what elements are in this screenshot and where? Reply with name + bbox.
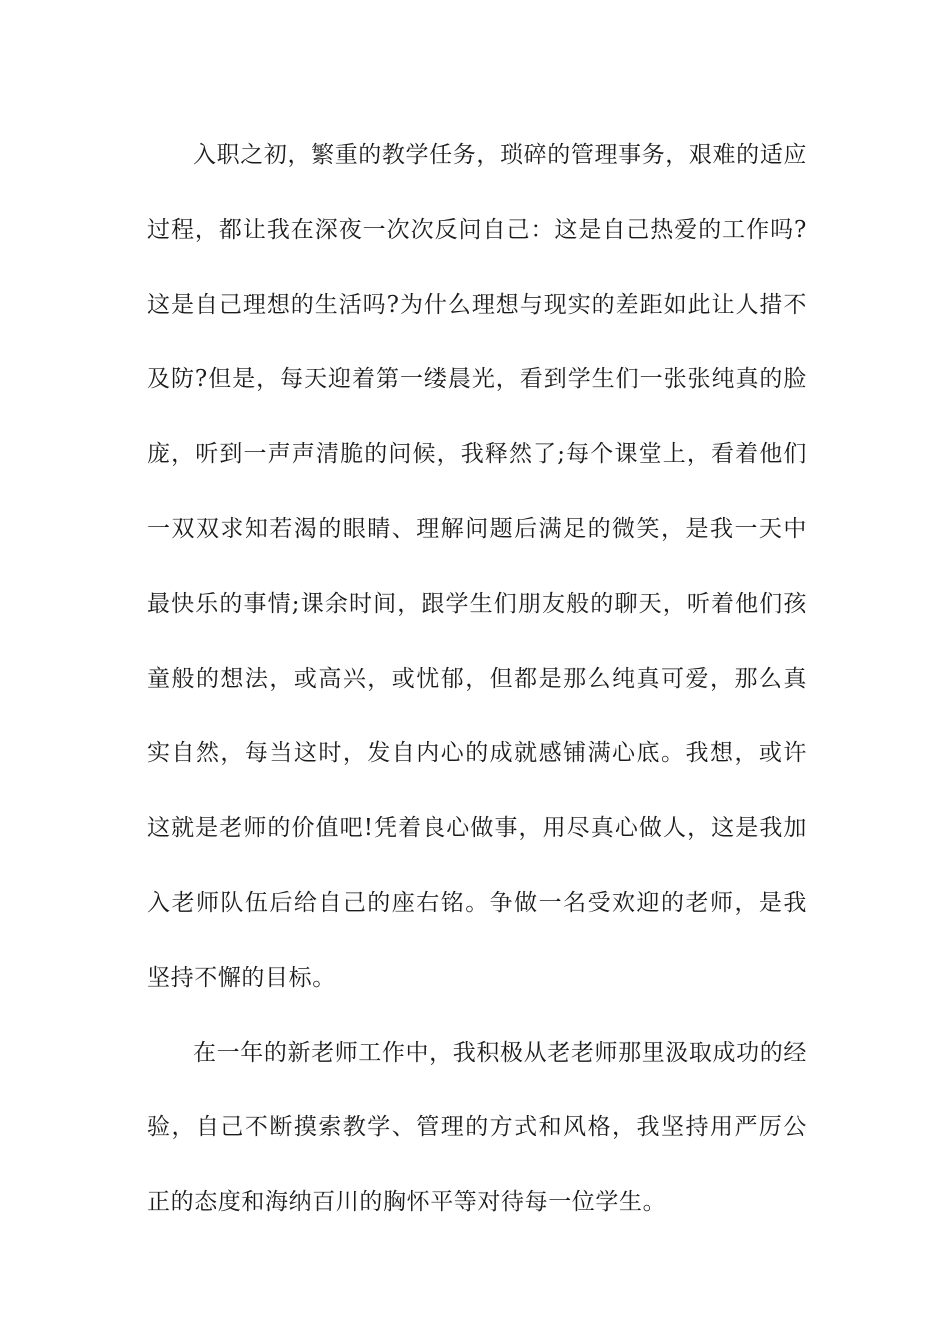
paragraph-1: 入职之初，繁重的教学任务，琐碎的管理事务，艰难的适应过程，都让我在深夜一次次反问自己：这是自己热爱的工作吗?这是自己理想的生活吗?为什么理想与现实的差距如此让人措不及防?但是，每天迎着第一缕晨光，看到学生们一张张纯真的脸庞，听到一声声清脆的问候，我释然了;每个课堂上，看着他们一双双求知若渴的眼睛、理解问题后满足的微笑，是我一天中最快乐的事情;课余时间，跟学生们朋友般的聊天，听着他们孩童般的想法，或高兴，或忧郁，但都是那么纯真可爱，那么真实自然，每当这时，发自内心的成就感铺满心底。我想，或许这就是老师的价值吧!凭着良心做事，用尽真心做人，这是我加入老师队伍后给自己的座右铭。争做一名受欢迎的老师，是我坚持不懈的目标。 (147, 142, 807, 991)
paragraph-2: 在一年的新老师工作中，我积极从老老师那里汲取成功的经验，自己不断摸索教学、管理的方式和风格，我坚持用严厉公正的态度和海纳百川的胸怀平等对待每一位学生。 (147, 1039, 807, 1216)
document-body (147, 118, 807, 1240)
